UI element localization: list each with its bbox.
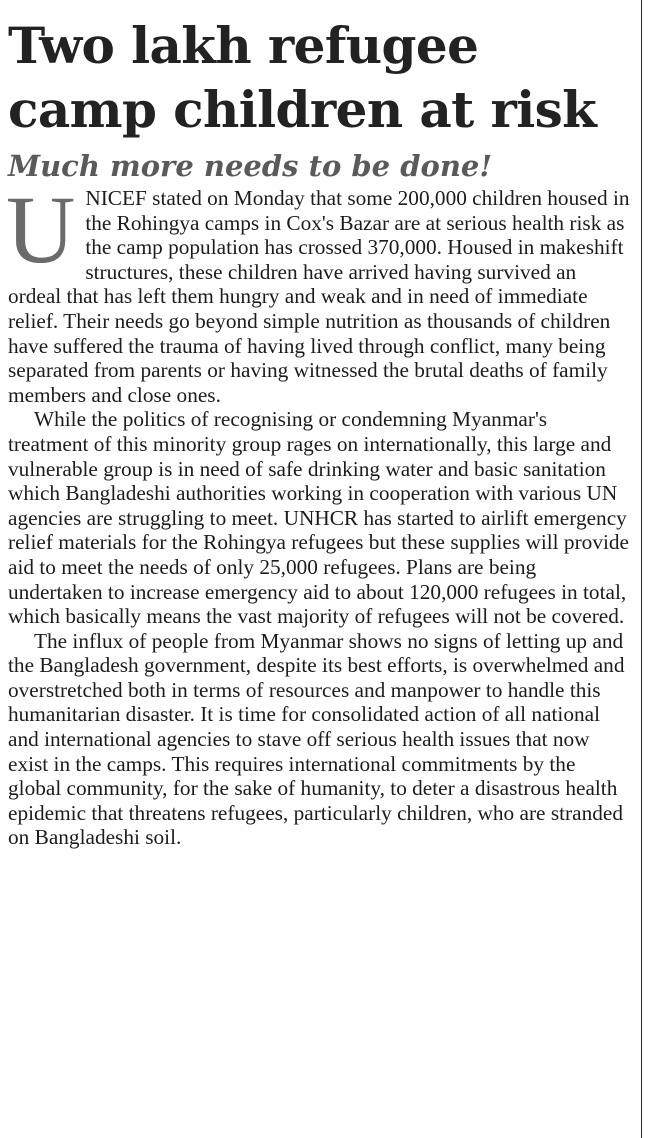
editorial-article xyxy=(8,14,630,850)
paragraph-3: The influx of people from Myanmar shows no signs of letting up and the Bangladesh government, despite its best efforts, is overwhelmed and overstretched both in terms of resources and manpower to handle this humanitarian disaster. It is time for consolidated action of all national and international agencies to stave off serious health issues that now exist in the camps. This requires international commitments by the global community, for the sake of humanity, to deter a disastrous health epidemic that threatens refugees, particularly children, who are stranded on Bangladeshi soil. xyxy=(8,628,625,850)
paragraph-1 xyxy=(6,176,630,407)
subheadline: Much more needs to be done! xyxy=(8,149,493,183)
article-body xyxy=(6,176,630,850)
column-divider xyxy=(641,0,642,1138)
paragraph-2: While the politics of recognising or condemning Myanmar's treatment of this minority group rages on internationally, this large and vulnerable group is in need of safe drinking water and basic sanitation which Bangladeshi authorities working in cooperation with various UN agencies are struggling to meet. UNHCR has started to airlift emergency relief materials for the Rohingya refugees but these supplies will provide aid to meet the needs of only 25,000 refugees. Plans are being undertaken to increase emergency aid to about 120,000 refugees in total, which basically means the vast majority of refugees will not be covered. xyxy=(8,407,629,629)
headline-line-1: Two lakh refugee xyxy=(8,16,479,75)
headline xyxy=(8,14,630,142)
paragraph-1-text: NICEF stated on Monday that some 200,000 children housed in the Rohingya camps in Cox's Bazar are at serious health risk as the camp population has crossed 370,000. Housed in makeshift structures, these children have arrived having survived an ordeal that has left them hungry and weak and in need of immediate relief. Their needs go beyond simple nutrition as thousands of children have suffered the trauma of having lived through conflict, many being separated from parents or having witnessed the brutal deaths of family members and close ones. xyxy=(8,186,630,407)
drop-cap: U xyxy=(6,176,76,283)
headline-line-2: camp children at risk xyxy=(8,80,597,139)
